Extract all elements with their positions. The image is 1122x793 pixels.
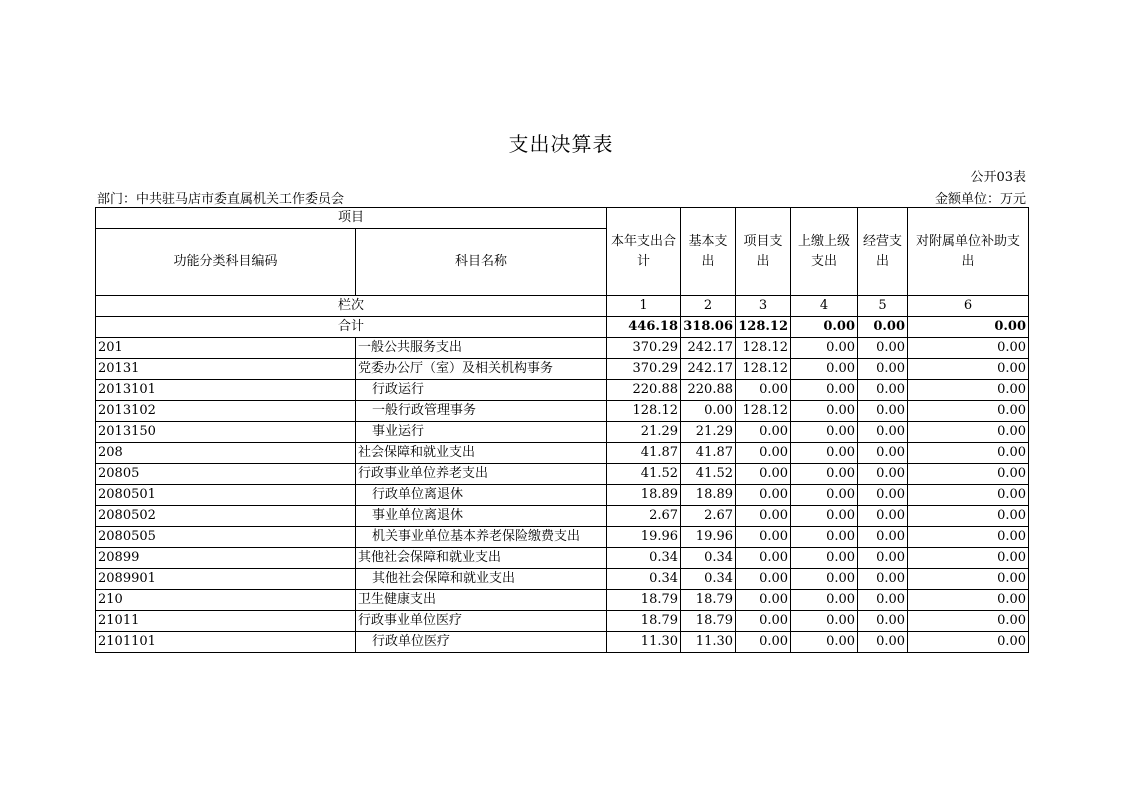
unit-label: 金额单位：万元 — [934, 192, 1026, 207]
row-v5: 0.00 — [858, 590, 908, 611]
row-code: 210 — [96, 590, 356, 611]
row-v2: 19.96 — [681, 527, 736, 548]
row-v4: 0.00 — [791, 338, 858, 359]
header-name: 科目名称 — [356, 229, 607, 296]
row-v6: 0.00 — [908, 380, 1029, 401]
row-v6: 0.00 — [908, 548, 1029, 569]
table-row — [96, 464, 1029, 485]
table-row — [96, 443, 1029, 464]
row-v6: 0.00 — [908, 422, 1029, 443]
table-row — [96, 338, 1029, 359]
total-row — [96, 317, 1029, 338]
row-v1: 18.79 — [607, 611, 681, 632]
row-v6: 0.00 — [908, 464, 1029, 485]
table-row — [96, 422, 1029, 443]
row-v2: 21.29 — [681, 422, 736, 443]
row-v3: 0.00 — [736, 611, 791, 632]
row-v3: 0.00 — [736, 485, 791, 506]
row-v6: 0.00 — [908, 338, 1029, 359]
lanci-3: 3 — [736, 296, 791, 317]
header-col3: 项目支出 — [736, 208, 791, 296]
row-v1: 220.88 — [607, 380, 681, 401]
total-v1: 446.18 — [607, 317, 681, 338]
row-v5: 0.00 — [858, 380, 908, 401]
row-v1: 11.30 — [607, 632, 681, 653]
total-v4: 0.00 — [791, 317, 858, 338]
row-v6: 0.00 — [908, 527, 1029, 548]
row-v5: 0.00 — [858, 443, 908, 464]
row-v2: 11.30 — [681, 632, 736, 653]
row-name: 一般公共服务支出 — [356, 338, 607, 359]
row-v4: 0.00 — [791, 485, 858, 506]
table-number: 公开03表 — [970, 170, 1026, 185]
row-v6: 0.00 — [908, 632, 1029, 653]
row-v3: 0.00 — [736, 443, 791, 464]
row-v4: 0.00 — [791, 380, 858, 401]
row-v1: 41.52 — [607, 464, 681, 485]
row-v5: 0.00 — [858, 422, 908, 443]
row-name: 行政运行 — [356, 380, 607, 401]
row-name: 其他社会保障和就业支出 — [356, 569, 607, 590]
row-code: 20131 — [96, 359, 356, 380]
row-v2: 242.17 — [681, 338, 736, 359]
table-row — [96, 380, 1029, 401]
row-v1: 2.67 — [607, 506, 681, 527]
expenditure-table — [95, 207, 1029, 653]
row-v2: 18.79 — [681, 611, 736, 632]
row-name: 卫生健康支出 — [356, 590, 607, 611]
table-row — [96, 485, 1029, 506]
total-label: 合计 — [96, 317, 607, 338]
row-code: 20899 — [96, 548, 356, 569]
row-v1: 41.87 — [607, 443, 681, 464]
row-v5: 0.00 — [858, 401, 908, 422]
row-name: 一般行政管理事务 — [356, 401, 607, 422]
total-v5: 0.00 — [858, 317, 908, 338]
row-v4: 0.00 — [791, 422, 858, 443]
row-v4: 0.00 — [791, 632, 858, 653]
table-row — [96, 548, 1029, 569]
row-v1: 370.29 — [607, 338, 681, 359]
lanci-row — [96, 296, 1029, 317]
header-col2: 基本支出 — [681, 208, 736, 296]
row-code: 2089901 — [96, 569, 356, 590]
lanci-5: 5 — [858, 296, 908, 317]
report-title: 支出决算表 — [508, 132, 614, 156]
header-col1: 本年支出合计 — [607, 208, 681, 296]
row-v5: 0.00 — [858, 359, 908, 380]
row-v1: 18.89 — [607, 485, 681, 506]
row-v3: 0.00 — [736, 569, 791, 590]
row-code: 2080502 — [96, 506, 356, 527]
row-v2: 0.34 — [681, 569, 736, 590]
row-v6: 0.00 — [908, 611, 1029, 632]
row-v2: 18.89 — [681, 485, 736, 506]
row-v3: 0.00 — [736, 527, 791, 548]
row-name: 行政单位离退休 — [356, 485, 607, 506]
row-name: 行政事业单位养老支出 — [356, 464, 607, 485]
lanci-4: 4 — [791, 296, 858, 317]
row-v4: 0.00 — [791, 359, 858, 380]
row-v3: 0.00 — [736, 632, 791, 653]
header-code: 功能分类科目编码 — [96, 229, 356, 296]
row-v6: 0.00 — [908, 506, 1029, 527]
department-label: 部门：中共驻马店市委直属机关工作委员会 — [97, 192, 345, 207]
row-v2: 220.88 — [681, 380, 736, 401]
row-code: 21011 — [96, 611, 356, 632]
lanci-label: 栏次 — [96, 296, 607, 317]
row-name: 机关事业单位基本养老保险缴费支出 — [356, 527, 607, 548]
header-col5: 经营支出 — [858, 208, 908, 296]
lanci-6: 6 — [908, 296, 1029, 317]
lanci-1: 1 — [607, 296, 681, 317]
row-v6: 0.00 — [908, 401, 1029, 422]
row-v1: 21.29 — [607, 422, 681, 443]
row-v3: 128.12 — [736, 359, 791, 380]
row-code: 201 — [96, 338, 356, 359]
table-row — [96, 632, 1029, 653]
header-item: 项目 — [96, 208, 607, 229]
row-v4: 0.00 — [791, 548, 858, 569]
row-v2: 41.87 — [681, 443, 736, 464]
row-v2: 18.79 — [681, 590, 736, 611]
row-v5: 0.00 — [858, 506, 908, 527]
row-code: 2013150 — [96, 422, 356, 443]
row-v6: 0.00 — [908, 590, 1029, 611]
row-name: 行政单位医疗 — [356, 632, 607, 653]
row-v4: 0.00 — [791, 506, 858, 527]
row-v3: 128.12 — [736, 338, 791, 359]
row-v5: 0.00 — [858, 632, 908, 653]
row-v3: 128.12 — [736, 401, 791, 422]
row-v5: 0.00 — [858, 485, 908, 506]
row-v5: 0.00 — [858, 569, 908, 590]
row-v5: 0.00 — [858, 338, 908, 359]
row-v5: 0.00 — [858, 611, 908, 632]
row-v1: 370.29 — [607, 359, 681, 380]
row-v2: 0.34 — [681, 548, 736, 569]
table-row — [96, 401, 1029, 422]
row-v3: 0.00 — [736, 380, 791, 401]
table-row — [96, 359, 1029, 380]
lanci-2: 2 — [681, 296, 736, 317]
row-v6: 0.00 — [908, 359, 1029, 380]
row-v2: 242.17 — [681, 359, 736, 380]
row-v3: 0.00 — [736, 464, 791, 485]
row-code: 208 — [96, 443, 356, 464]
row-v6: 0.00 — [908, 485, 1029, 506]
row-v3: 0.00 — [736, 590, 791, 611]
row-v1: 128.12 — [607, 401, 681, 422]
row-v3: 0.00 — [736, 422, 791, 443]
row-v1: 0.34 — [607, 569, 681, 590]
row-v6: 0.00 — [908, 569, 1029, 590]
row-v3: 0.00 — [736, 548, 791, 569]
row-v1: 0.34 — [607, 548, 681, 569]
row-code: 2013101 — [96, 380, 356, 401]
total-v6: 0.00 — [908, 317, 1029, 338]
row-v6: 0.00 — [908, 443, 1029, 464]
row-code: 2101101 — [96, 632, 356, 653]
row-v4: 0.00 — [791, 527, 858, 548]
header-col6: 对附属单位补助支出 — [908, 208, 1029, 296]
row-v3: 0.00 — [736, 506, 791, 527]
row-v5: 0.00 — [858, 527, 908, 548]
row-code: 2013102 — [96, 401, 356, 422]
row-name: 社会保障和就业支出 — [356, 443, 607, 464]
total-v3: 128.12 — [736, 317, 791, 338]
row-name: 事业运行 — [356, 422, 607, 443]
row-v5: 0.00 — [858, 464, 908, 485]
row-code: 2080501 — [96, 485, 356, 506]
row-v2: 41.52 — [681, 464, 736, 485]
row-v1: 19.96 — [607, 527, 681, 548]
row-v4: 0.00 — [791, 443, 858, 464]
table-row — [96, 611, 1029, 632]
row-name: 事业单位离退休 — [356, 506, 607, 527]
row-code: 20805 — [96, 464, 356, 485]
row-v1: 18.79 — [607, 590, 681, 611]
row-v5: 0.00 — [858, 548, 908, 569]
row-v4: 0.00 — [791, 611, 858, 632]
row-v4: 0.00 — [791, 590, 858, 611]
row-v2: 2.67 — [681, 506, 736, 527]
row-name: 其他社会保障和就业支出 — [356, 548, 607, 569]
table-row — [96, 590, 1029, 611]
row-v4: 0.00 — [791, 569, 858, 590]
table-row — [96, 506, 1029, 527]
row-name: 党委办公厅（室）及相关机构事务 — [356, 359, 607, 380]
row-v4: 0.00 — [791, 464, 858, 485]
table-row — [96, 569, 1029, 590]
row-code: 2080505 — [96, 527, 356, 548]
row-v4: 0.00 — [791, 401, 858, 422]
row-name: 行政事业单位医疗 — [356, 611, 607, 632]
total-v2: 318.06 — [681, 317, 736, 338]
header-row-item — [96, 208, 1029, 229]
row-v2: 0.00 — [681, 401, 736, 422]
header-col4: 上缴上级支出 — [791, 208, 858, 296]
table-row — [96, 527, 1029, 548]
